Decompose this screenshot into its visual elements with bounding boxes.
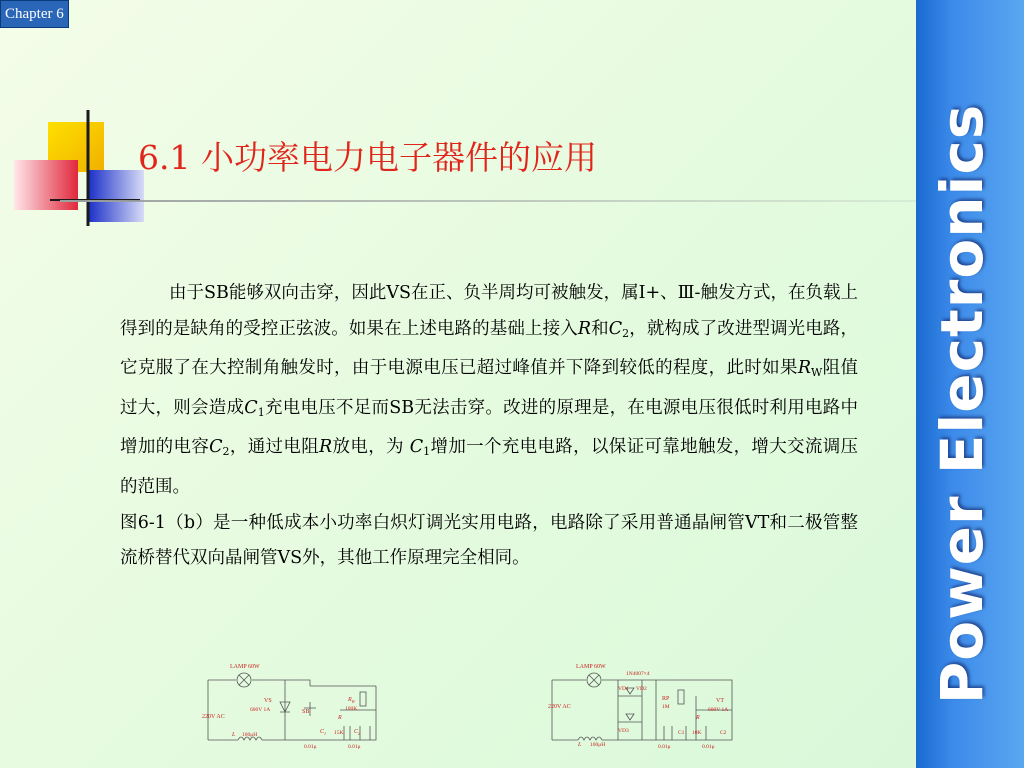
- vt-label: VT: [716, 698, 724, 704]
- c1-label-b: C1: [678, 730, 685, 736]
- chapter-label: Chapter 6: [0, 0, 69, 28]
- l-label-b: L: [578, 742, 582, 748]
- rp-label: RP: [662, 696, 670, 702]
- r-label-a: R: [338, 715, 342, 721]
- rw-subscript: W: [351, 699, 356, 704]
- c2-subscript-a: 2: [358, 731, 361, 736]
- c1-label-a: C: [320, 729, 325, 735]
- vd2-label: VD2: [636, 686, 647, 692]
- c1-value-label-b: 0.01μ: [658, 744, 671, 750]
- rw-value-label: 100K: [345, 706, 358, 712]
- c2-value-label-b: 0.01μ: [702, 744, 715, 750]
- diode-model-label: 1N4007×4: [626, 671, 650, 677]
- title-divider: [60, 200, 916, 202]
- c2-value-label-a: 0.01μ: [348, 744, 361, 750]
- rp-value-label: 1M: [662, 704, 670, 710]
- c2-label-b: C2: [720, 730, 727, 736]
- vt-rating-label: 600V 1A: [708, 707, 729, 713]
- lamp-label-b: LAMP 60W: [576, 664, 606, 670]
- r-label-b: R: [696, 715, 700, 721]
- deco-blue-square: [88, 170, 144, 222]
- circuit-diagram-b: [546, 656, 742, 756]
- c1-subscript-a: 1: [324, 731, 327, 736]
- svg-text:RW: [347, 697, 356, 704]
- body-text: [120, 276, 858, 577]
- supply-label-b: 220V AC: [548, 704, 571, 710]
- vs-label: VS: [264, 698, 272, 704]
- sidebar-title: Power Electronics: [928, 103, 996, 705]
- vd3-label: VD3: [618, 728, 629, 734]
- l-value-label-b: 100μH: [590, 742, 606, 748]
- circuit-diagram-a: [200, 656, 390, 756]
- paragraph-2: 图6-1（b）是一种低成本小功率白炽灯调光实用电路，电路除了采用普通晶闸管VT和二极管整流桥替代双向晶闸管VS外，其他工作原理完全相同。: [120, 512, 858, 569]
- deco-red-square: [14, 160, 78, 210]
- vs-rating-label: 600V 1A: [250, 707, 271, 713]
- c2-label-a: C: [354, 729, 359, 735]
- l-label-a: L: [232, 732, 236, 738]
- svg-text:C2: [354, 729, 360, 736]
- supply-label-a: 220V AC: [202, 714, 225, 720]
- c1-value-label-a: 0.01μ: [304, 744, 317, 750]
- rw-label: R: [348, 697, 352, 703]
- r-value-label-b: 10K: [692, 730, 702, 736]
- title-decoration: [0, 0, 160, 240]
- r-value-label-a: 15K: [334, 730, 344, 736]
- l-value-label-a: 100μH: [242, 732, 258, 738]
- paragraph-1: 由于SB能够双向击穿，因此VS在正、负半周均可被触发，属Ⅰ+、Ⅲ-触发方式，在负载上得到的是缺角的受控正弦波。如果在上述电路的基础上接入R和$C_2$，就构成了改进型调光电路，它克服了在大控制角触发时，由于电源电压已超过峰值并下降到较低的程度，此时如果$R_W$阻值过大，则会造成$C_1$充电电压不足而SB无法击穿。改进的原理是，在电源电压很低时利用电路中增加的电容$C_2$，通过电阻R放电，为 $C_1$增加一个充电电路，以保证可靠地触发，增大交流调压的范围。: [120, 283, 859, 497]
- svg-text:C1: [320, 729, 326, 736]
- lamp-label-a: LAMP 60W: [230, 664, 260, 670]
- slide-title: 6.1 小功率电力电子器件的应用: [138, 138, 597, 177]
- sb-label: SB: [302, 709, 310, 715]
- vd1-label: VD1: [618, 686, 629, 692]
